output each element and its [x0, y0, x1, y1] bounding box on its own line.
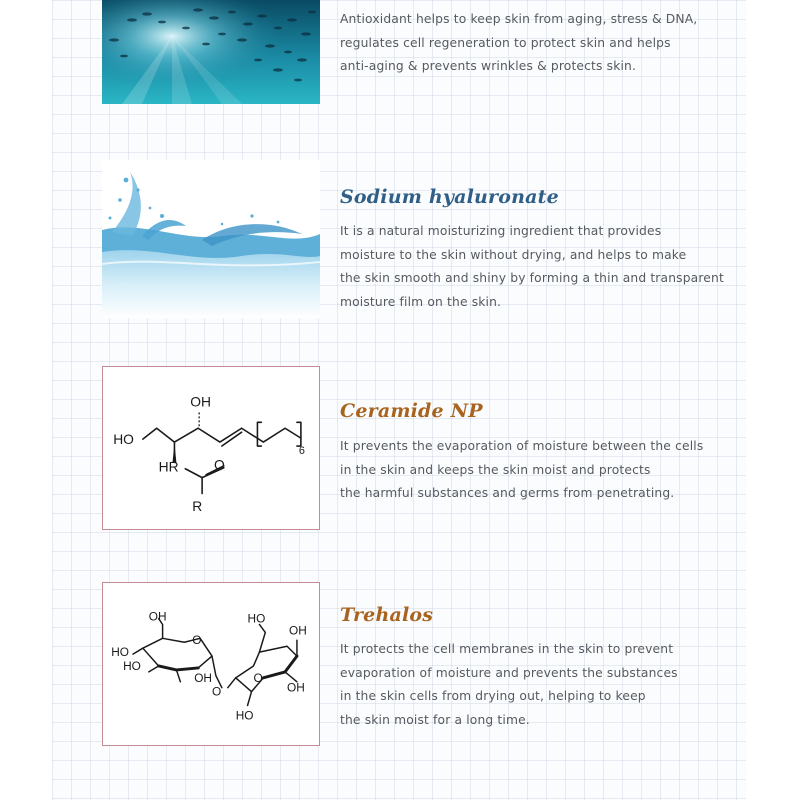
structure-label: R: [192, 498, 203, 515]
ingredient-title: Sodium hyaluronate: [340, 186, 559, 208]
description-line: It is a natural moisturizing ingredient that provides: [340, 224, 662, 238]
structure-label: HO: [113, 431, 134, 448]
description-line: in the skin cells from drying out, helping to keep: [340, 689, 646, 704]
description-line: anti-aging & prevents wrinkles & protects skin.: [340, 59, 637, 74]
structure-label: OH: [289, 623, 307, 638]
structure-label: OH: [194, 670, 212, 685]
ingredient-title: Ceramide NP: [340, 400, 483, 422]
description-line: the skin smooth and shiny by forming a thin and transparent: [340, 271, 724, 286]
description-line: the harmful substances and germs from penetrating.: [340, 486, 675, 501]
ingredient-title: Trehalos: [340, 604, 434, 626]
description-line: evaporation of moisture and prevents the substances: [340, 665, 678, 680]
structure-label: HO: [235, 708, 254, 723]
description-line: It prevents the evaporation of moisture between the cells: [340, 439, 704, 453]
description-line: moisture to the skin without drying, and helps to make: [340, 247, 687, 262]
water-splash-photo: [102, 160, 320, 318]
structure-label: HO: [247, 611, 266, 626]
description-line: in the skin and keeps the skin moist and protects: [340, 462, 651, 477]
structure-label: O: [192, 633, 202, 648]
description-line: It protects the cell membranes in the skin to prevent: [340, 642, 674, 656]
structure-label: O: [213, 456, 225, 473]
trehalose-structure: [102, 582, 320, 746]
description-line: regulates cell regeneration to protect skin and helps: [340, 35, 671, 50]
structure-label: OH: [190, 393, 211, 410]
description-line: moisture film on the skin.: [340, 295, 502, 310]
description-line: the skin moist for a long time.: [340, 713, 530, 728]
structure-label: OH: [287, 680, 305, 695]
ceramide-description: [340, 435, 760, 506]
structure-label: OH: [148, 609, 167, 624]
structure-label: O: [211, 684, 222, 699]
structure-label: O: [253, 670, 263, 685]
description-line: Antioxidant helps to keep skin from aging, stress & DNA,: [340, 12, 698, 26]
trehalos-description: [340, 638, 760, 733]
ceramide-structure: [102, 366, 320, 530]
ocean-fish-photo: [102, 0, 320, 104]
structure-label: HO: [123, 658, 141, 673]
antioxidant-description: [340, 8, 760, 79]
structure-label: 6: [298, 444, 305, 457]
structure-label: HO: [111, 645, 129, 660]
structure-label: HR: [158, 458, 179, 475]
sodium-hyaluronate-description: [340, 220, 760, 315]
